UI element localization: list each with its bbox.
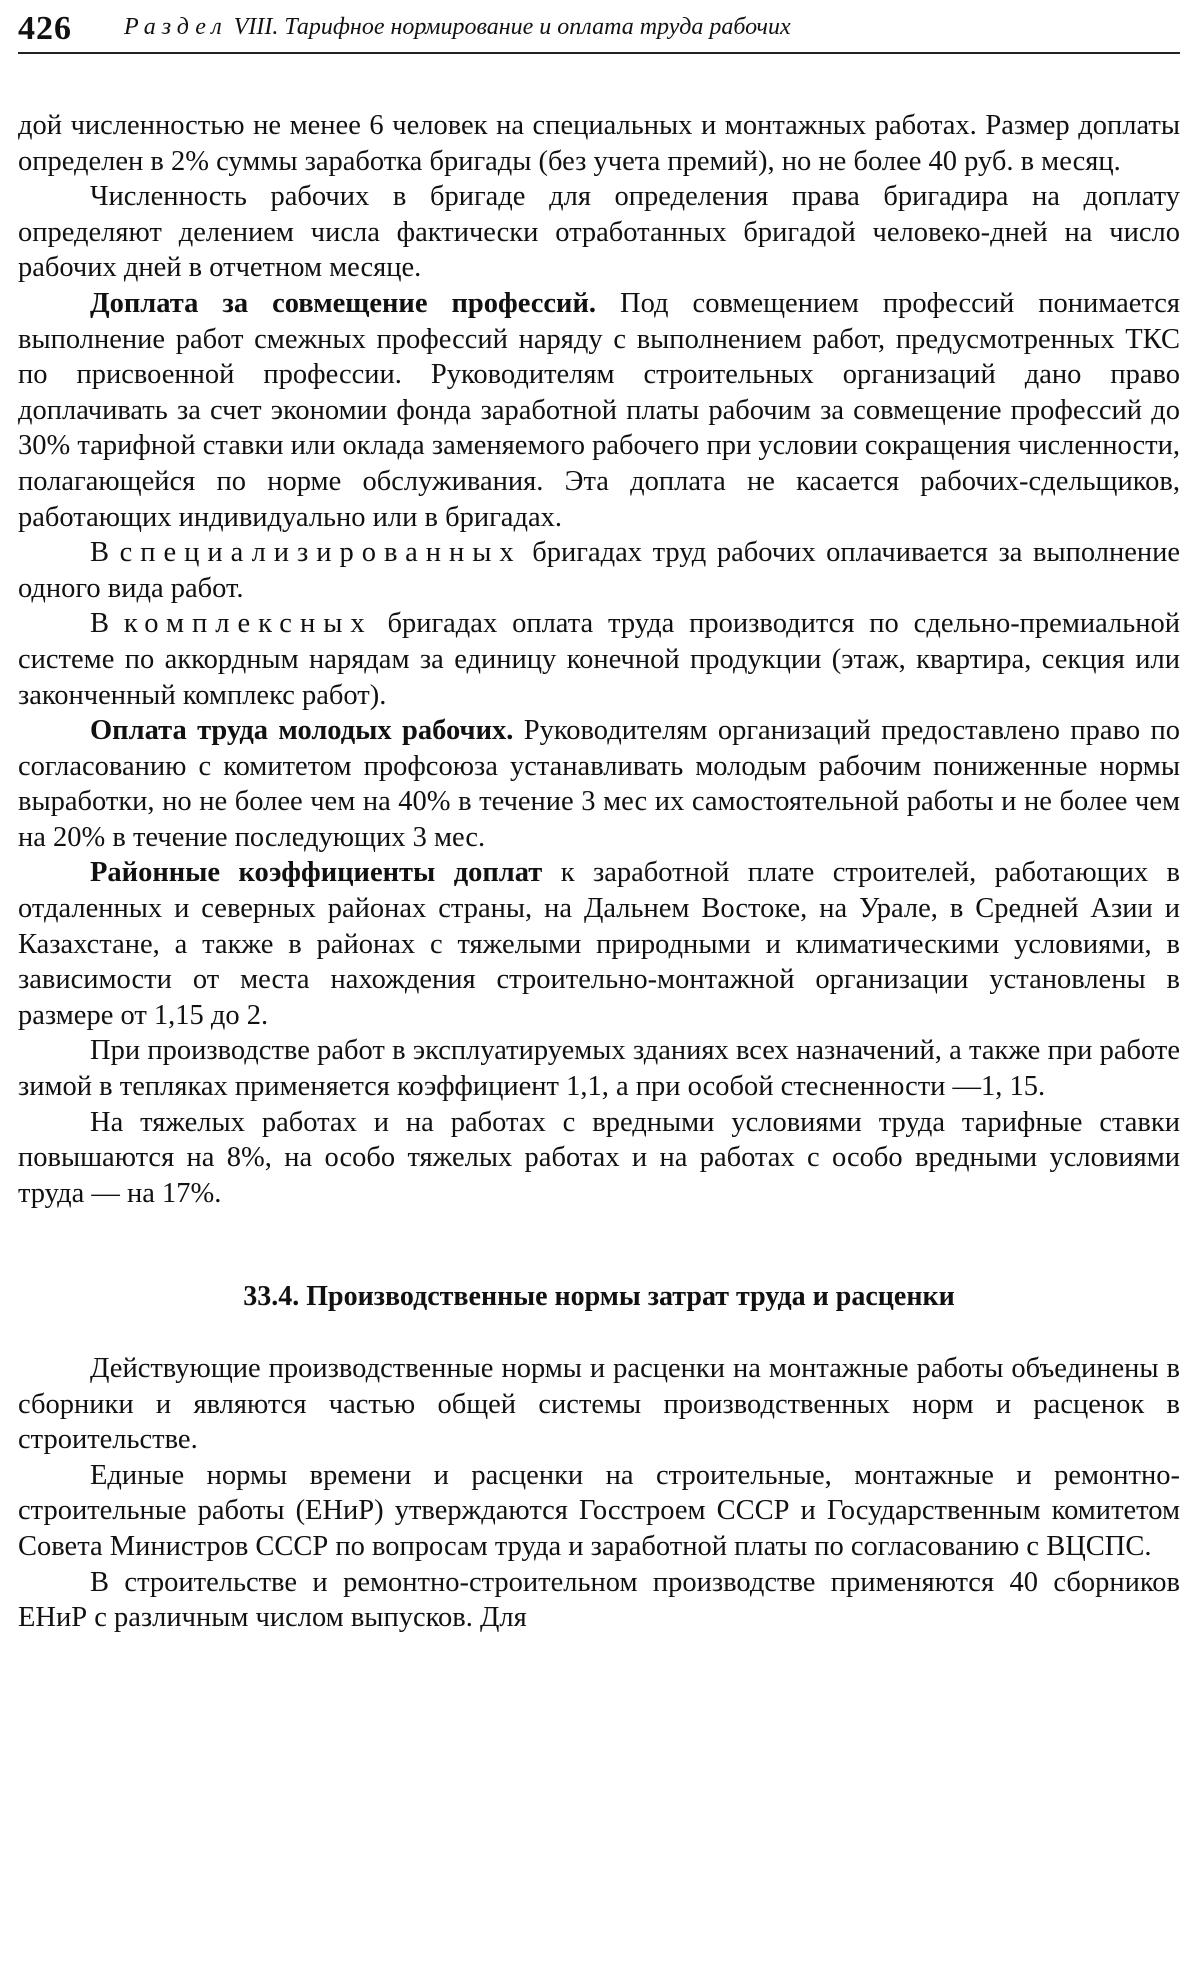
book-page [18, 0, 1180, 1982]
paragraph-hazardous-work: На тяжелых работах и на работах с вредными условиями труда тарифные ставки повышаются на 8%, на особо тяжелых работах и на работах с особо вредными условиями труда — на 17%. [18, 1106, 1180, 1209]
paragraph-young-workers [18, 713, 1180, 855]
term-complex: комплексных [123, 608, 373, 640]
paragraph-complex-brigades [18, 606, 1180, 713]
paragraph-brigade-size: Численность рабочих в бригаде для определения права бригадира на доплату определяют делением числа фактически отработанных бригадой человеко-дней на число рабочих дней в отчетном месяце. [18, 181, 1180, 284]
heading-young-workers: Оплата труда молодых рабочих. [90, 715, 514, 747]
heading-combined-professions: Доплата за совмещение профессий. [90, 287, 596, 319]
text-complex: бригадах оплата труда производится по сдельно-премиальной системе по аккордным нарядам за единицу конечной продукции (этаж, квартира, секция или законченный комплекс работ). [18, 608, 1180, 711]
paragraph-combined-professions [18, 286, 1180, 535]
paragraph-enir-collections: В строительстве и ремонтно-строительном производстве применяются 40 сборников ЕНиР с различным числом выпусков. Для [18, 1566, 1180, 1634]
page-number: 426 [18, 10, 72, 47]
text-specialized: бригадах труд рабочих оплачивается за выполнение одного вида работ. [18, 537, 1180, 604]
text-regional-coefficients: к заработной плате строителей, работающих в отдаленных и северных районах страны, на Дальнем Востоке, на Урале, в Средней Азии и Казахстане, а также в районах с тяжелыми природными и климатическими условиями, в зависимости от места нахождения строительно-монтажной организации установлены в размере от 1,15 до 2. [18, 857, 1180, 1031]
running-head [18, 6, 1180, 54]
paragraph-norms-collections: Действующие производственные нормы и расценки на монтажные работы объединены в сборники и являются частью общей системы производственных норм и расценок в строительстве. [18, 1353, 1180, 1456]
page-body [18, 108, 1180, 1636]
term-specialized: специализированных [119, 537, 522, 569]
paragraph-continuation: дой численностью не менее 6 человек на специальных и монтажных работах. Размер доплаты определен в 2% суммы заработка бригады (без учета премий), но не более 40 руб. в месяц. [18, 110, 1180, 177]
section-title: VIII. Тарифное нормирование и оплата труда рабочих [233, 14, 791, 40]
section-label: Раздел [124, 14, 228, 40]
paragraph-regional-coefficients [18, 855, 1180, 1033]
paragraph-enir: Единые нормы времени и расценки на строительные, монтажные и ремонтно-строительные работы (ЕНиР) утверждаются Госстроем СССР и Государственным комитетом Совета Министров СССР по вопросам труда и заработной платы по согласованию с ВЦСПС. [18, 1459, 1180, 1562]
paragraph-operated-buildings: При производстве работ в эксплуатируемых зданиях всех назначений, а также при работе зимой в тепляках применяется коэффициент 1,1, а при особой стесненности —1, 15. [18, 1035, 1180, 1103]
running-title [124, 14, 791, 41]
text-young-workers: Руководителям организаций предоставлено право по согласованию с комитетом профсоюза устанавливать молодым рабочим пониженные нормы выработки, но не более чем на 40% в течение 3 мес их самостоятельной работы и не более чем на 20% в течение последующих 3 мес. [18, 715, 1180, 853]
prefix-complex: В [90, 608, 124, 640]
heading-regional-coefficients: Районные коэффициенты доплат [90, 857, 543, 889]
text-combined-professions: Под совмещением профессий понимается выполнение работ смежных профессий наряду с выполнением работ, предусмотренных ТКС по присвоенной профессии. Руководителям строительных организаций дано право доплачивать за счет экономии фонда заработной платы рабочим за совмещение профессий до 30% тарифной ставки или оклада заменяемого рабочего при условии сокращения численности, полагающейся по норме обслуживания. Эта доплата не касается рабочих-сдельщиков, работающих индивидуально или в бригадах. [18, 287, 1180, 533]
prefix-specialized: В [90, 537, 120, 569]
paragraph-specialized-brigades [18, 535, 1180, 606]
section-heading: 33.4. Производственные нормы затрат труда и расценки [243, 1281, 955, 1313]
